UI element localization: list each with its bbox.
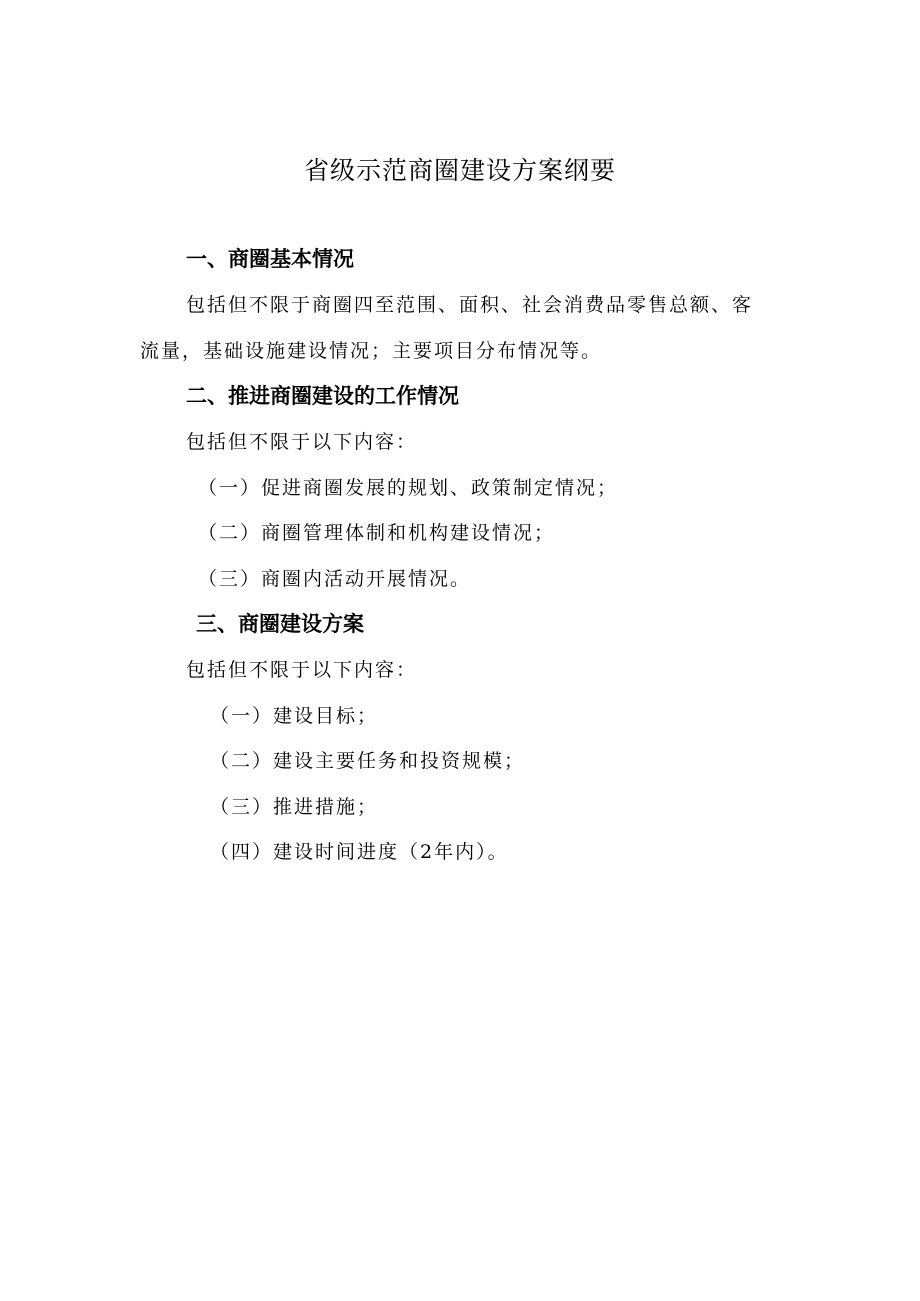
section1-paragraph-line1: 包括但不限于商圈四至范围、面积、社会消费品零售总额、客	[186, 294, 754, 316]
section3-list-item: （三）推进措施；	[210, 796, 379, 818]
section2-list-item: （一）促进商圈发展的规划、政策制定情况；	[198, 477, 619, 499]
section3-heading: 三、商圈建设方案	[196, 612, 364, 636]
section2-list-item: （二）商圈管理体制和机构建设情况；	[198, 522, 556, 544]
section2-intro: 包括但不限于以下内容：	[186, 431, 418, 453]
section1-heading: 一、商圈基本情况	[186, 247, 354, 271]
section3-list-item: （四）建设时间进度（2年内）。	[210, 841, 509, 863]
section2-list-item: （三）商圈内活动开展情况。	[198, 568, 472, 590]
section1-paragraph-line2: 流量，基础设施建设情况；主要项目分布情况等。	[140, 340, 603, 362]
section3-intro: 包括但不限于以下内容：	[186, 659, 418, 681]
section2-heading: 二、推进商圈建设的工作情况	[186, 384, 459, 408]
section3-list-item: （一）建设目标；	[210, 705, 379, 727]
section3-list-item: （二）建设主要任务和投资规模；	[210, 750, 526, 772]
document-title: 省级示范商圈建设方案纲要	[303, 156, 616, 185]
